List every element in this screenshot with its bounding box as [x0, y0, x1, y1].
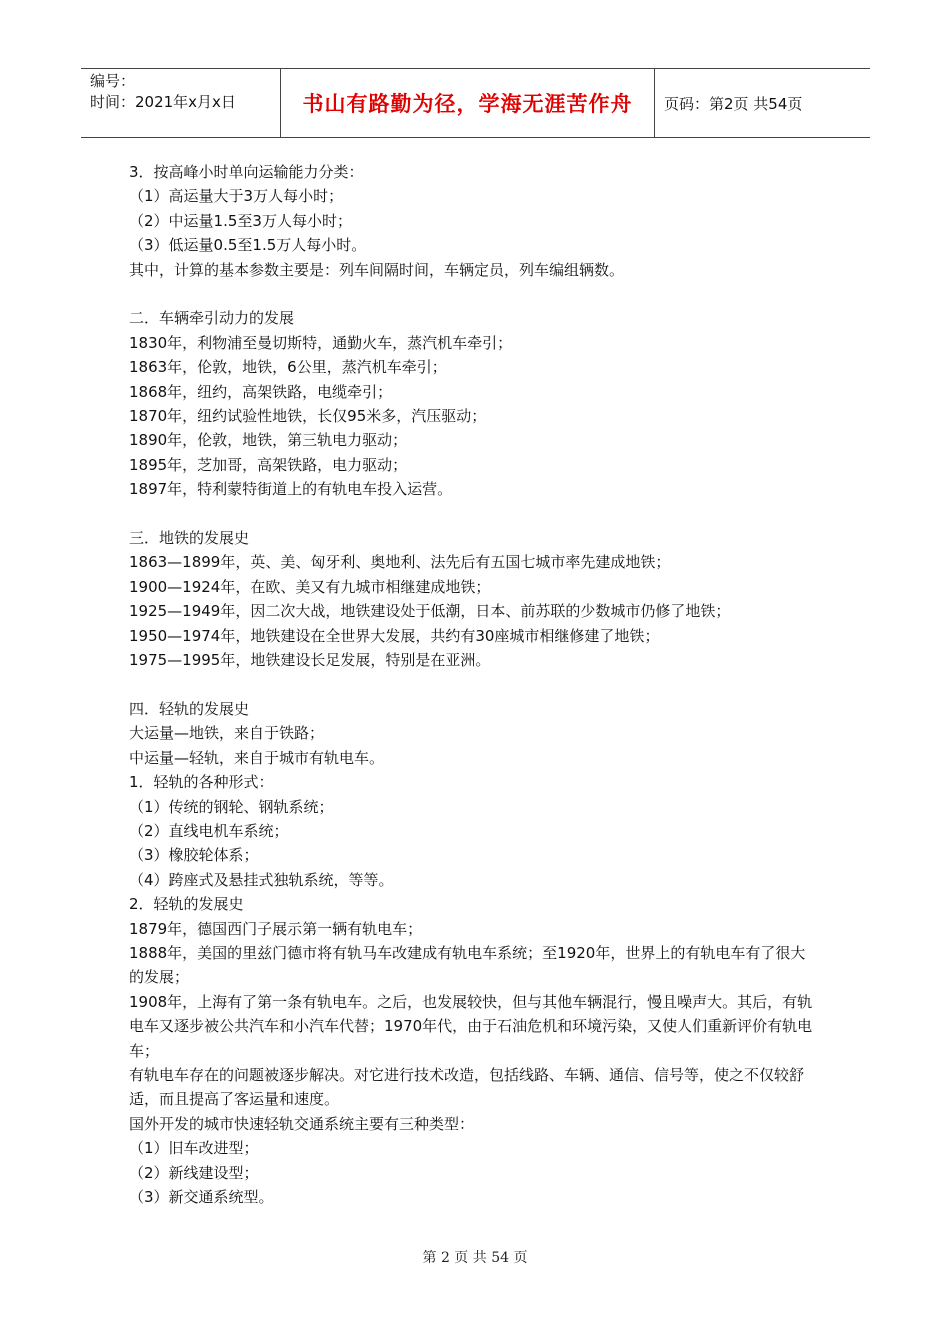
paragraph: 1．轻轨的各种形式： [129, 773, 274, 792]
header-motto-cell [281, 69, 655, 137]
document-number-label: 编号： [90, 72, 136, 90]
paragraph: 1890年，伦敦，地铁，第三轨电力驱动； [129, 431, 408, 450]
paragraph-gap [129, 502, 819, 526]
paragraph: 1975—1995年，地铁建设长足发展，特别是在亚洲。 [129, 651, 491, 670]
paragraph: 1870年，纽约试验性地铁，长仅95米多，汽压驱动； [129, 407, 487, 426]
paragraph: 1908年，上海有了第一条有轨电车。之后，也发展较快，但与其他车辆混行，慢且噪声大。其后，有轨电车又逐步被公共汽车和小汽车代替；1970年代，由于石油危机和环境污染，又使人们重新评价有轨电车； [129, 992, 813, 1060]
document-time-label: 时间：2021年x月x日 [90, 93, 236, 111]
paragraph-gap [129, 673, 819, 697]
paragraph: 1863—1899年，英、美、匈牙利、奥地利、法先后有五国七城市率先建成地铁； [129, 553, 671, 572]
paragraph: （3）低运量0.5至1.5万人每小时。 [129, 236, 367, 255]
paragraph: （2）中运量1.5至3万人每小时； [129, 211, 352, 230]
paragraph: 1950—1974年，地铁建设在全世界大发展，共约有30座城市相继修建了地铁； [129, 626, 660, 645]
paragraph: 大运量—地铁，来自于铁路； [129, 724, 325, 743]
paragraph: （3）新交通系统型。 [129, 1188, 274, 1207]
paragraph: 1900—1924年，在欧、美又有九城市相继建成地铁； [129, 577, 491, 596]
paragraph: 1868年，纽约，高架铁路，电缆牵引； [129, 382, 393, 401]
paragraph: 其中，计算的基本参数主要是：列车间隔时间，车辆定员，列车编组辆数。 [129, 260, 625, 279]
header-motto: 书山有路勤为径，学海无涯苦作舟 [302, 92, 633, 116]
header-meta [81, 69, 281, 137]
header-page-cell [654, 69, 870, 137]
page-header [81, 68, 870, 138]
header-page-label: 页码：第2页 共54页 [664, 94, 803, 113]
paragraph: 二．车辆牵引动力的发展 [129, 309, 295, 328]
paragraph: （1）旧车改进型； [129, 1139, 259, 1158]
paragraph: （1）传统的钢轮、钢轨系统； [129, 797, 334, 816]
paragraph: 1925—1949年，因二次大战，地铁建设处于低潮，日本、前苏联的少数城市仍修了地铁； [129, 602, 731, 621]
paragraph: 三．地铁的发展史 [129, 529, 250, 548]
paragraph: （2）新线建设型； [129, 1163, 259, 1182]
paragraph: 1897年，特利蒙特街道上的有轨电车投入运营。 [129, 480, 453, 499]
paragraph: （4）跨座式及悬挂式独轨系统，等等。 [129, 870, 394, 889]
paragraph: 3．按高峰小时单向运输能力分类： [129, 163, 364, 181]
paragraph: 有轨电车存在的问题被逐步解决。对它进行技术改造，包括线路、车辆、通信、信号等，使之不仅较舒适，而且提高了客运量和速度。 [129, 1065, 805, 1109]
paragraph-gap [129, 282, 819, 306]
paragraph: （3）橡胶轮体系； [129, 846, 259, 865]
paragraph: 国外开发的城市快速轻轨交通系统主要有三种类型： [129, 1114, 475, 1133]
paragraph: 1830年，利物浦至曼切斯特，通勤火车，蒸汽机车牵引； [129, 333, 513, 352]
page-footer: 第 2 页 共 54 页 [422, 1250, 528, 1266]
paragraph: 四．轻轨的发展史 [129, 699, 250, 718]
paragraph: 中运量—轻轨，来自于城市有轨电车。 [129, 748, 385, 767]
paragraph: （2）直线电机车系统； [129, 821, 289, 840]
paragraph: （1）高运量大于3万人每小时； [129, 187, 344, 206]
paragraph: 1879年，德国西门子展示第一辆有轨电车； [129, 919, 423, 938]
paragraph: 2．轻轨的发展史 [129, 895, 244, 914]
paragraph: 1888年，美国的里兹门德市将有轨马车改建成有轨电车系统；至1920年，世界上的有轨电车有了很大的发展； [129, 943, 806, 987]
paragraph: 1895年，芝加哥，高架铁路，电力驱动； [129, 455, 408, 474]
paragraph: 1863年，伦敦，地铁，6公里，蒸汽机车牵引； [129, 358, 447, 377]
document-body [129, 160, 819, 1209]
